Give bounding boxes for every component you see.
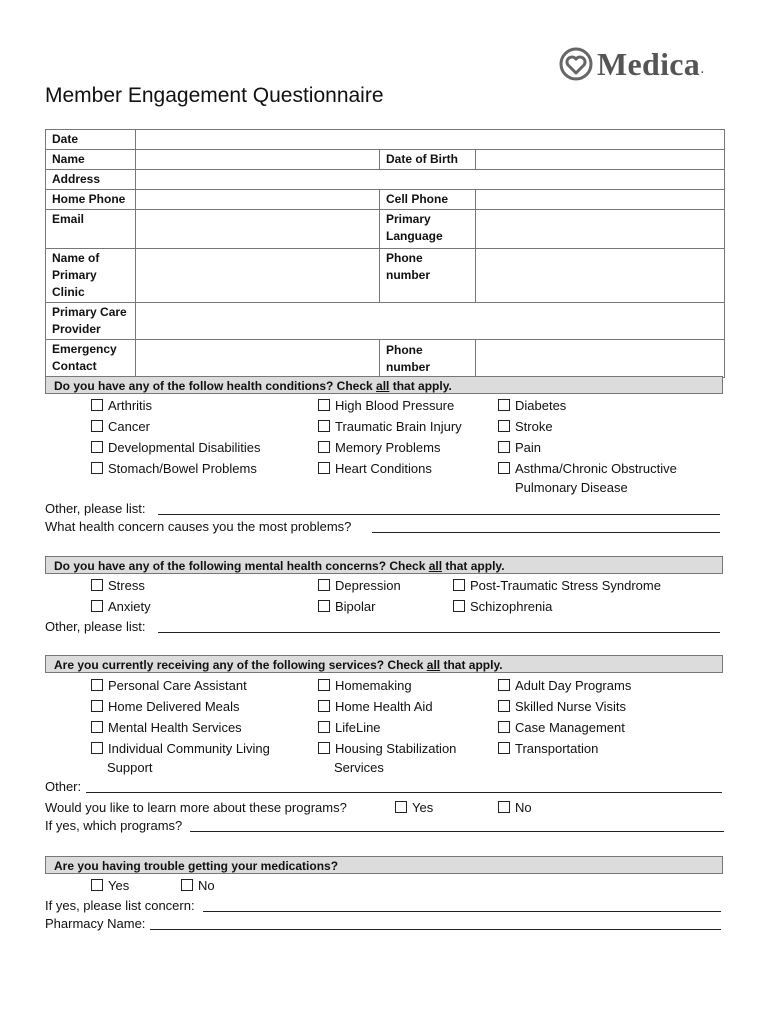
section-services-header xyxy=(45,655,723,673)
section-medications-header: Are you having trouble getting your medications? xyxy=(45,856,723,874)
option-label: High Blood Pressure xyxy=(335,398,455,413)
option-checkbox[interactable] xyxy=(318,719,381,737)
checkbox-icon xyxy=(91,399,103,411)
option-checkbox[interactable] xyxy=(91,577,145,595)
option-checkbox[interactable] xyxy=(498,740,598,758)
heading-emphasis: all xyxy=(376,379,390,393)
medications-no-checkbox[interactable] xyxy=(181,877,215,895)
address-field[interactable] xyxy=(136,170,725,190)
checkbox-icon xyxy=(91,700,103,712)
checkbox-icon xyxy=(318,579,330,591)
option-label: LifeLine xyxy=(335,720,381,735)
checkbox-icon xyxy=(91,579,103,591)
option-label: No xyxy=(198,878,215,893)
option-label: Anxiety xyxy=(108,599,151,614)
option-label: Heart Conditions xyxy=(335,461,432,476)
option-checkbox[interactable] xyxy=(91,677,247,695)
heading-emphasis: all xyxy=(426,658,441,672)
cell-phone-label: Cell Phone xyxy=(380,190,476,210)
dob-label: Date of Birth xyxy=(380,150,476,170)
option-label: Asthma/Chronic Obstructive xyxy=(515,461,677,476)
clinic-field[interactable] xyxy=(136,249,380,303)
option-continuation: Pulmonary Disease xyxy=(515,480,628,495)
which-programs-label: If yes, which programs? xyxy=(45,818,183,833)
option-continuation: Services xyxy=(334,760,384,775)
option-checkbox[interactable] xyxy=(91,740,270,758)
checkbox-icon xyxy=(498,801,510,813)
pcp-field[interactable] xyxy=(136,303,725,340)
email-label: Email xyxy=(46,210,136,249)
checkbox-icon xyxy=(318,600,330,612)
option-checkbox[interactable] xyxy=(91,598,151,616)
dob-field[interactable] xyxy=(476,150,725,170)
emergency-label: Emergency Contact xyxy=(46,340,136,378)
checkbox-icon xyxy=(498,441,510,453)
brand-name: Medica xyxy=(597,45,701,82)
option-label: Stomach/Bowel Problems xyxy=(108,461,257,476)
checkbox-icon xyxy=(498,420,510,432)
checkbox-icon xyxy=(318,462,330,474)
option-checkbox[interactable] xyxy=(318,740,456,758)
checkbox-icon xyxy=(91,462,103,474)
heading-text: Are you currently receiving any of the following services? Check xyxy=(54,658,427,672)
primary-language-field[interactable] xyxy=(476,210,725,249)
option-checkbox[interactable] xyxy=(91,719,242,737)
option-checkbox[interactable] xyxy=(318,698,433,716)
concern-label: What health concern causes you the most problems? xyxy=(45,519,352,534)
name-label: Name xyxy=(46,150,136,170)
option-checkbox[interactable] xyxy=(91,418,150,436)
home-phone-label: Home Phone xyxy=(46,190,136,210)
option-checkbox[interactable] xyxy=(453,598,552,616)
option-checkbox[interactable] xyxy=(91,397,152,415)
option-label: Homemaking xyxy=(335,678,412,693)
option-label: Stress xyxy=(108,578,145,593)
checkbox-icon xyxy=(498,742,510,754)
checkbox-icon xyxy=(498,462,510,474)
option-label: Housing Stabilization xyxy=(335,741,457,756)
checkbox-icon xyxy=(318,721,330,733)
checkbox-icon xyxy=(318,420,330,432)
emergency-field[interactable] xyxy=(136,340,380,378)
checkbox-icon xyxy=(91,420,103,432)
checkbox-icon xyxy=(395,801,407,813)
medica-logo xyxy=(558,44,705,84)
option-continuation: Support xyxy=(107,760,153,775)
option-checkbox[interactable] xyxy=(91,439,260,457)
option-checkbox[interactable] xyxy=(318,397,454,415)
concern-line[interactable] xyxy=(372,532,720,533)
checkbox-icon xyxy=(498,721,510,733)
option-checkbox[interactable] xyxy=(498,460,677,478)
option-label: Traumatic Brain Injury xyxy=(335,419,462,434)
option-label: Bipolar xyxy=(335,599,376,614)
other-services-label: Other: xyxy=(45,779,82,794)
pharmacy-label: Pharmacy Name: xyxy=(45,916,146,931)
date-label: Date xyxy=(46,130,136,150)
other-mental-label: Other, please list: xyxy=(45,619,146,634)
checkbox-icon xyxy=(453,579,465,591)
other-conditions-line[interactable] xyxy=(158,514,720,515)
option-label: Pain xyxy=(515,440,542,455)
checkbox-icon xyxy=(318,399,330,411)
option-label: Case Management xyxy=(515,720,625,735)
medications-yes-checkbox[interactable] xyxy=(91,877,129,895)
clinic-phone-label: Phone number xyxy=(380,249,476,303)
option-label: Stroke xyxy=(515,419,553,434)
checkbox-icon xyxy=(91,441,103,453)
option-label: Individual Community Living xyxy=(108,741,270,756)
option-checkbox[interactable] xyxy=(91,698,240,716)
section-health-conditions-header xyxy=(45,376,723,394)
heading-text: Do you have any of the follow health conditions? Check xyxy=(54,379,377,393)
section-mental-health-header xyxy=(45,556,723,574)
checkbox-icon xyxy=(91,879,103,891)
other-mental-line[interactable] xyxy=(158,632,720,633)
clinic-phone-field[interactable] xyxy=(476,249,725,303)
emergency-phone-label: Phone number xyxy=(380,340,476,378)
heading-emphasis: all xyxy=(428,559,443,573)
option-checkbox[interactable] xyxy=(453,577,661,595)
heading-text: Do you have any of the following mental health concerns? Check xyxy=(54,559,429,573)
option-label: No xyxy=(515,800,532,815)
learn-yes-checkbox[interactable] xyxy=(395,799,433,817)
cell-phone-field[interactable] xyxy=(476,190,725,210)
option-label: Personal Care Assistant xyxy=(108,678,247,693)
heading-text-end: that apply. xyxy=(442,559,505,573)
option-checkbox[interactable] xyxy=(498,439,541,457)
emergency-phone-field[interactable] xyxy=(476,340,725,378)
option-checkbox[interactable] xyxy=(91,460,257,478)
option-checkbox[interactable] xyxy=(318,598,375,616)
medica-heart-icon xyxy=(558,46,594,82)
option-label: Yes xyxy=(108,878,130,893)
other-conditions-label: Other, please list: xyxy=(45,501,146,516)
option-label: Home Delivered Meals xyxy=(108,699,240,714)
option-label: Diabetes xyxy=(515,398,567,413)
pharmacy-line[interactable] xyxy=(150,929,721,930)
option-checkbox[interactable] xyxy=(318,418,462,436)
member-info-table xyxy=(45,129,725,378)
home-phone-field[interactable] xyxy=(136,190,380,210)
checkbox-icon xyxy=(91,742,103,754)
option-label: Home Health Aid xyxy=(335,699,433,714)
checkbox-icon xyxy=(498,399,510,411)
brand-mark: . xyxy=(700,60,705,77)
option-label: Depression xyxy=(335,578,401,593)
checkbox-icon xyxy=(318,742,330,754)
option-label: Post-Traumatic Stress Syndrome xyxy=(470,578,661,593)
medication-concern-label: If yes, please list concern: xyxy=(45,898,195,913)
checkbox-icon xyxy=(318,441,330,453)
heading-text-end: that apply. xyxy=(440,658,503,672)
date-field[interactable] xyxy=(136,130,725,150)
option-checkbox[interactable] xyxy=(498,698,626,716)
page-title: Member Engagement Questionnaire xyxy=(45,84,384,107)
pcp-label: Primary Care Provider xyxy=(46,303,136,340)
checkbox-icon xyxy=(318,679,330,691)
learn-no-checkbox[interactable] xyxy=(498,799,532,817)
option-label: Developmental Disabilities xyxy=(108,440,261,455)
checkbox-icon xyxy=(498,700,510,712)
option-label: Cancer xyxy=(108,419,150,434)
option-label: Adult Day Programs xyxy=(515,678,632,693)
option-checkbox[interactable] xyxy=(498,677,631,695)
name-field[interactable] xyxy=(136,150,380,170)
checkbox-icon xyxy=(91,721,103,733)
option-label: Transportation xyxy=(515,741,599,756)
clinic-label: Name of Primary Clinic xyxy=(46,249,136,303)
option-checkbox[interactable] xyxy=(498,397,566,415)
checkbox-icon xyxy=(181,879,193,891)
option-checkbox[interactable] xyxy=(318,439,440,457)
medication-concern-line[interactable] xyxy=(203,911,721,912)
option-checkbox[interactable] xyxy=(498,418,553,436)
checkbox-icon xyxy=(91,600,103,612)
option-label: Memory Problems xyxy=(335,440,441,455)
checkbox-icon xyxy=(91,679,103,691)
option-label: Arthritis xyxy=(108,398,153,413)
checkbox-icon xyxy=(453,600,465,612)
option-label: Mental Health Services xyxy=(108,720,242,735)
option-checkbox[interactable] xyxy=(318,577,401,595)
primary-language-label: Primary Language xyxy=(380,210,476,249)
email-field[interactable] xyxy=(136,210,380,249)
checkbox-icon xyxy=(318,700,330,712)
option-label: Skilled Nurse Visits xyxy=(515,699,627,714)
address-label: Address xyxy=(46,170,136,190)
which-programs-line[interactable] xyxy=(190,831,724,832)
other-services-line[interactable] xyxy=(86,792,722,793)
option-label: Yes xyxy=(412,800,434,815)
heading-text-end: that apply. xyxy=(389,379,452,393)
learn-more-question: Would you like to learn more about these programs? xyxy=(45,800,347,815)
option-label: Schizophrenia xyxy=(470,599,553,614)
option-checkbox[interactable] xyxy=(318,677,412,695)
checkbox-icon xyxy=(498,679,510,691)
option-checkbox[interactable] xyxy=(318,460,432,478)
option-checkbox[interactable] xyxy=(498,719,625,737)
